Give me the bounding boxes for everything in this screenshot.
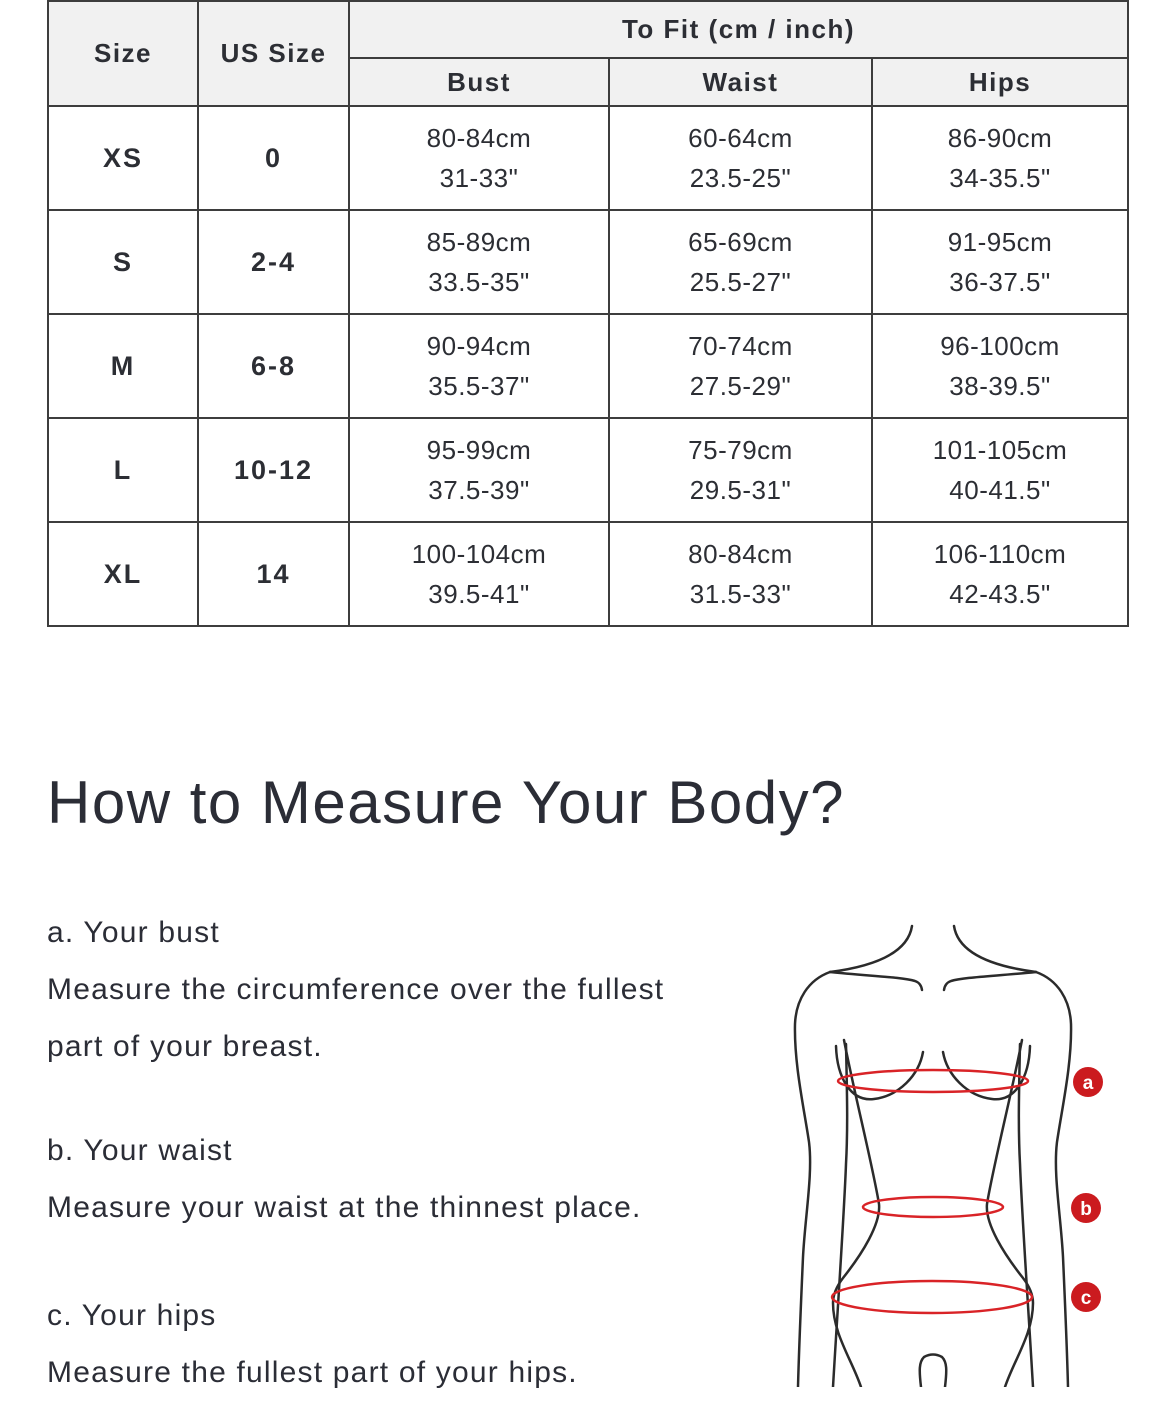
section-line: Measure the circumference over the fullest — [47, 973, 665, 1006]
section-line: Measure your waist at the thinnest place. — [47, 1191, 642, 1224]
cm-value: 91-95cm — [947, 227, 1053, 257]
badge-b — [1071, 1193, 1101, 1223]
waist-cell — [609, 210, 872, 314]
inch-value: 23.5-25" — [689, 163, 792, 193]
hips-measure-line — [832, 1281, 1032, 1313]
us-size-cell: 0 — [198, 106, 349, 210]
cm-value: 101-105cm — [932, 435, 1068, 465]
table-row-l — [48, 418, 1128, 522]
cm-value: 75-79cm — [688, 435, 793, 465]
us-size-cell: 6-8 — [198, 314, 349, 418]
body-measurement-diagram — [780, 912, 1125, 1387]
waist-cell — [609, 106, 872, 210]
page-title: How to Measure Your Body? — [47, 769, 845, 836]
waist-cell — [609, 418, 872, 522]
section-title: b. Your waist — [47, 1134, 233, 1167]
us-size-cell: 14 — [198, 522, 349, 626]
bust-cell — [349, 314, 609, 418]
column-header-to-fit: To Fit (cm / inch) — [349, 1, 1128, 58]
column-header-hips: Hips — [872, 58, 1128, 106]
measure-section-hips — [47, 1287, 578, 1401]
us-size-cell: 2-4 — [198, 210, 349, 314]
pelvis-line — [920, 1355, 946, 1388]
collarbone-left — [830, 972, 922, 990]
waist-measure-line — [863, 1197, 1003, 1217]
measure-section-bust — [47, 904, 664, 1075]
waist-cell — [609, 522, 872, 626]
cm-value: 80-84cm — [688, 539, 793, 569]
neck-line-right — [954, 926, 1036, 972]
badge-a — [1073, 1067, 1103, 1097]
cm-value: 70-74cm — [688, 331, 793, 361]
inch-value: 35.5-37" — [428, 371, 530, 401]
cm-value: 106-110cm — [933, 539, 1067, 569]
inch-value: 34-35.5" — [949, 163, 1051, 193]
inch-value: 31.5-33" — [689, 579, 792, 609]
section-title: a. Your bust — [47, 916, 220, 949]
hips-cell — [872, 106, 1128, 210]
cm-value: 85-89cm — [426, 227, 532, 257]
inch-value: 29.5-31" — [689, 475, 792, 505]
neck-line-left — [830, 926, 912, 972]
cm-value: 96-100cm — [940, 331, 1060, 361]
hips-cell — [872, 418, 1128, 522]
table-row-m — [48, 314, 1128, 418]
waist-cell — [609, 314, 872, 418]
bust-cell — [349, 418, 609, 522]
inch-value: 31-33" — [439, 163, 519, 193]
torso-side-left — [833, 1040, 879, 1387]
outer-arm-right — [1036, 972, 1071, 1387]
inch-value: 37.5-39" — [428, 475, 530, 505]
column-header-waist: Waist — [609, 58, 872, 106]
inch-value: 36-37.5" — [949, 267, 1051, 297]
outer-arm-left — [795, 972, 830, 1387]
inch-value: 40-41.5" — [949, 475, 1051, 505]
badge-a-letter: a — [1082, 1073, 1094, 1094]
badge-c-letter: c — [1080, 1288, 1092, 1309]
badge-b-letter: b — [1080, 1199, 1092, 1220]
inch-value: 42-43.5" — [949, 579, 1051, 609]
section-line: part of your breast. — [47, 1030, 323, 1063]
cm-value: 60-64cm — [688, 123, 793, 153]
table-row-xl — [48, 522, 1128, 626]
hips-cell — [872, 210, 1128, 314]
section-title: c. Your hips — [47, 1299, 217, 1332]
size-cell: XL — [48, 522, 198, 626]
cm-value: 65-69cm — [688, 227, 793, 257]
inch-value: 27.5-29" — [689, 371, 792, 401]
measure-section-waist — [47, 1122, 642, 1236]
us-size-cell: 10-12 — [198, 418, 349, 522]
table-row-xs — [48, 106, 1128, 210]
cm-value: 80-84cm — [426, 123, 532, 153]
inch-value: 39.5-41" — [428, 579, 530, 609]
size-cell: L — [48, 418, 198, 522]
section-line: Measure the fullest part of your hips. — [47, 1356, 578, 1389]
inch-value: 38-39.5" — [949, 371, 1051, 401]
collarbone-right — [944, 972, 1036, 990]
size-cell: M — [48, 314, 198, 418]
column-header-us-size: US Size — [198, 1, 349, 106]
bust-cell — [349, 210, 609, 314]
cm-value: 95-99cm — [426, 435, 532, 465]
size-chart-table — [47, 0, 1129, 627]
bust-measure-line — [838, 1070, 1028, 1092]
size-cell: XS — [48, 106, 198, 210]
cm-value: 86-90cm — [947, 123, 1053, 153]
bust-cell — [349, 106, 609, 210]
torso-outline — [795, 926, 1071, 1387]
size-cell: S — [48, 210, 198, 314]
torso-illustration — [780, 912, 1125, 1387]
torso-side-right — [987, 1040, 1033, 1387]
column-header-size: Size — [48, 1, 198, 106]
cm-value: 100-104cm — [411, 539, 547, 569]
table-row-s — [48, 210, 1128, 314]
bust-cell — [349, 522, 609, 626]
hips-cell — [872, 522, 1128, 626]
cm-value: 90-94cm — [426, 331, 532, 361]
inch-value: 33.5-35" — [428, 267, 530, 297]
hips-cell — [872, 314, 1128, 418]
column-header-bust: Bust — [349, 58, 609, 106]
badge-c — [1071, 1282, 1101, 1312]
inch-value: 25.5-27" — [689, 267, 792, 297]
